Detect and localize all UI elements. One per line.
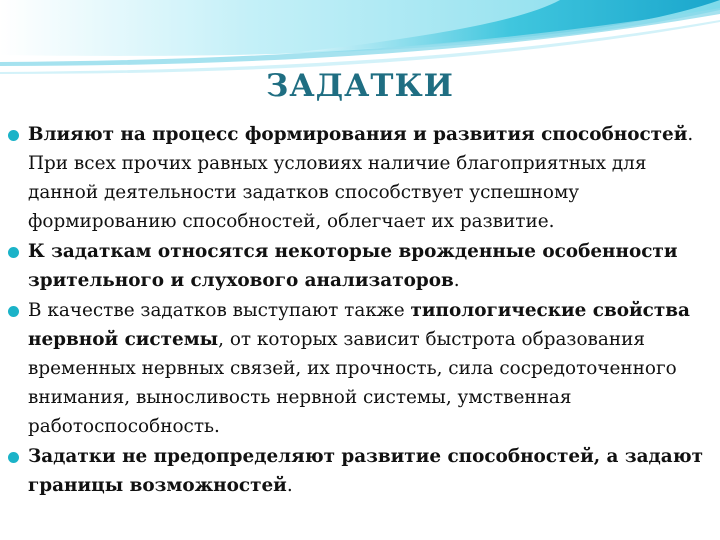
bullet-bold-text: К задаткам относятся некоторые врожденные особенности зрительного и слухового анализаторов <box>28 241 678 291</box>
bullet-bold-text: Задатки не предопределяют развитие способностей, а задают границы возможностей <box>28 446 703 496</box>
bullet-item <box>8 442 708 500</box>
bullet-list <box>8 120 708 501</box>
bullet-bold-text: типологические свойства нервной системы <box>28 300 690 350</box>
slide-title: ЗАДАТКИ <box>266 68 454 104</box>
bullet-dot-icon <box>8 306 19 317</box>
bullet-text: . При всех прочих равных условиях наличие благоприятных для данной деятельности задатков способствует успешному формированию способностей, облегчает их развитие. <box>28 124 694 232</box>
bullet-item <box>8 237 708 295</box>
bullet-item <box>8 296 708 441</box>
bullet-text: . <box>453 270 460 291</box>
bullet-bold-text: Влияют на процесс формирования и развития способностей <box>28 124 688 145</box>
bullet-text: , от которых зависит быстрота образования временных нервных связей, их прочность, сила сосредоточенного внимания, выносливость нервной системы, умственная работоспособность. <box>28 329 677 437</box>
bullet-text: . <box>286 475 293 496</box>
bullet-item <box>8 120 708 236</box>
bullet-dot-icon <box>8 452 19 463</box>
bullet-dot-icon <box>8 130 19 141</box>
bullet-text: В качестве задатков выступают также <box>28 300 411 321</box>
bullet-dot-icon <box>8 247 19 258</box>
